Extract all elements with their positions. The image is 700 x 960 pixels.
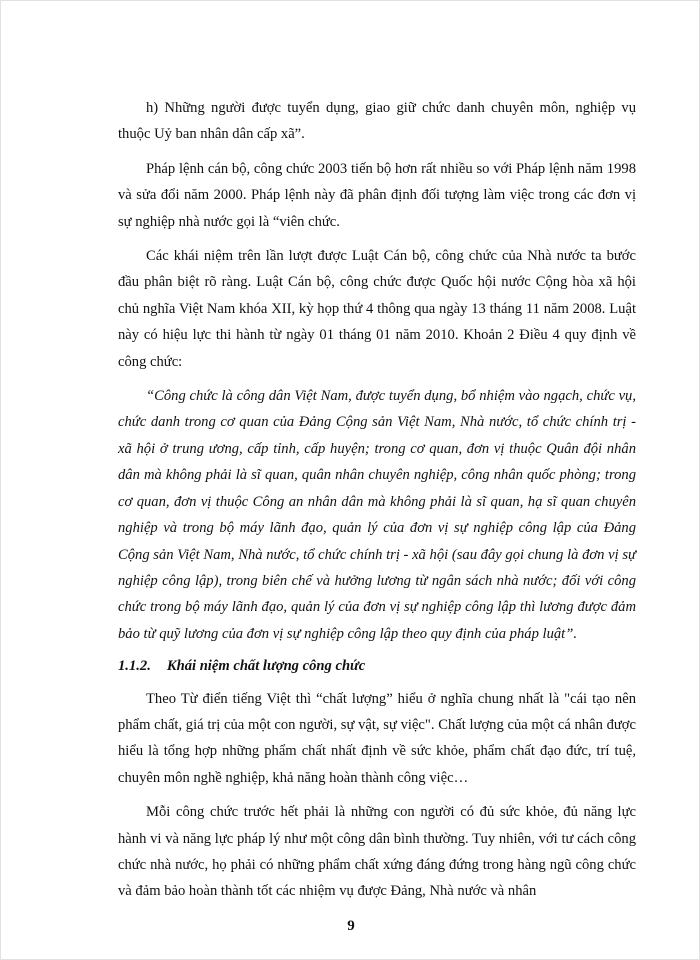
section-title: Khái niệm chất lượng công chức bbox=[166, 658, 366, 675]
paragraph-3: Các khái niệm trên lần lượt được Luật Cán bộ, công chức của Nhà nước ta bước đầu phân biệt rõ ràng. Luật Cán bộ, công chức được Quốc hội nước Cộng hòa xã hội chủ nghĩa Việt Nam khóa XII, kỳ họp thứ 4 thông qua ngày 13 tháng 11 năm 2008. Luật này có hiệu lực thi hành từ ngày 01 tháng 01 năm 2010. Khoản 2 Điều 4 quy định về công chức: bbox=[118, 248, 636, 370]
paragraph-2: Pháp lệnh cán bộ, công chức 2003 tiến bộ hơn rất nhiều so với Pháp lệnh năm 1998 và sửa đổi năm 2000. Pháp lệnh này đã phân định đối tượng làm việc trong các đơn vị sự nghiệp nhà nước gọi là “viên chức. bbox=[118, 160, 636, 230]
page-content bbox=[118, 95, 636, 905]
quote-paragraph: “Công chức là công dân Việt Nam, được tuyển dụng, bổ nhiệm vào ngạch, chức vụ, chức danh trong cơ quan của Đảng Cộng sản Việt Nam, Nhà nước, tổ chức chính trị - xã hội ở trung ương, cấp tỉnh, cấp huyện; trong cơ quan, đơn vị thuộc Quân đội nhân dân mà không phải là sĩ quan, quân nhân chuyên nghiệp, công nhân quốc phòng; trong cơ quan, đơn vị thuộc Công an nhân dân mà không phải là sĩ quan, hạ sĩ quan chuyên nghiệp và trong bộ máy lãnh đạo, quản lý của đơn vị sự nghiệp công lập của Đảng Cộng sản Việt Nam, Nhà nước, tổ chức chính trị - xã hội (sau đây gọi chung là đơn vị sự nghiệp công lập), trong biên chế và hưởng lương từ ngân sách nhà nước; đối với công chức trong bộ máy lãnh đạo, quản lý của đơn vị sự nghiệp công lập thì lương được đảm bảo từ quỹ lương của đơn vị sự nghiệp công lập theo quy định của pháp luật”. bbox=[118, 388, 636, 642]
section-heading bbox=[118, 653, 636, 679]
paragraph-6: Mỗi công chức trước hết phải là những con người có đủ sức khỏe, đủ năng lực hành vi và năng lực pháp lý như một công dân bình thường. Tuy nhiên, với tư cách công chức nhà nước, họ phải có những phẩm chất xứng đáng đứng trong hàng ngũ công chức và đảm bảo hoàn thành tốt các nhiệm vụ được Đảng, Nhà nước và nhân bbox=[118, 804, 636, 900]
page-number: 9 bbox=[347, 918, 355, 934]
paragraph-1: h) Những người được tuyển dụng, giao giữ chức danh chuyên môn, nghiệp vụ thuộc Uỷ ban nhân dân cấp xã”. bbox=[118, 100, 636, 143]
paragraph-5: Theo Từ điển tiếng Việt thì “chất lượng” hiểu ở nghĩa chung nhất là "cái tạo nên phẩm chất, giá trị của một con người, sự vật, sự việc". Chất lượng của một cá nhân được hiểu là tổng hợp những phẩm chất nhất định về sức khỏe, phẩm chất đạo đức, trí tuệ, chuyên môn nghề nghiệp, khả năng hoàn thành công việc… bbox=[118, 690, 636, 786]
section-number: 1.1.2. bbox=[118, 658, 151, 675]
